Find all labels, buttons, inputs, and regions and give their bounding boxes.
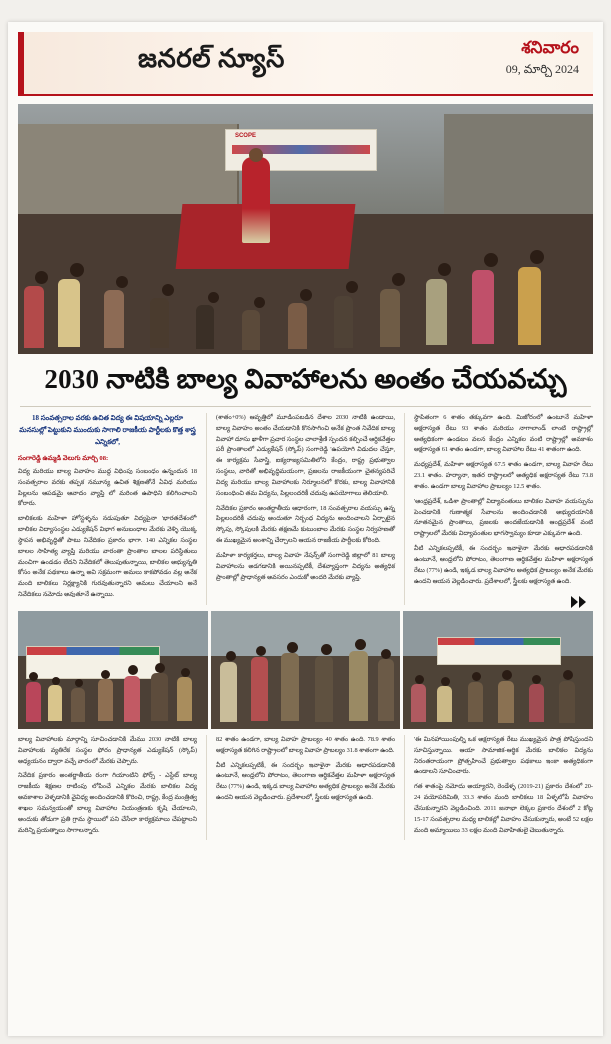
paragraph: మహిళా కార్యకర్తలు, బాల్య వివాహ నేషన్స్‌తో సంగారెడ్డి జిల్లాలో 81 బాల్య వివాహాలను అడగడానికి అయినప్పటికీ, దేశవ్యాప్తంగా విద్యను అత్యధిక ప్రాంతాల్లో ప్రాధాన్యత అవసరం ఎందుకో అందరి మేరకు వ్యాప్తి.: [215, 551, 396, 581]
paragraph: స్థాపితంగా 6 శాతం తక్కువగా ఉంది. మిజోరంలో ఉంటూనే మహిళా అక్షరాస్యత రేటు 93 శాతం మరియు నాగాలాండ్ లాంటి రాష్ట్రాల్లో అత్యధికంగా ఉండటం వలన కేంద్రం ఎన్నికల వంటి రాష్ట్రాల్లో అవకాశం అక్షరాస్యత 61 శాతం ఉండగా, బాల్య వివాహాల రేటు 41 శాతంగా ఉంది.: [413, 414, 594, 454]
paragraph: విద్య మరియు బాల్య వివాహం ముద్ద విధింపు సంబంధం ఉన్నందున 18 సంవత్సరాల వరకు తప్పక నమూన్య ఉచిత శిక్షణతోనే ఏవిధ మరియు పిల్లలను ఆపడమై ఆవాదం వ్యాప్తి లో మరింత ఉపాధిని కలిగించాలని కోరారు.: [18, 468, 198, 508]
article-columns-top: [18, 413, 593, 605]
play-forward-icon[interactable]: [567, 595, 589, 609]
masthead-accent-bar: [18, 32, 24, 94]
column-1: [18, 413, 197, 605]
photo-right-banner: [437, 637, 560, 665]
photo-left-banner: [26, 646, 161, 679]
footer-strip: [18, 1022, 593, 1034]
article-columns-bottom: [18, 735, 593, 840]
photo-right: [403, 611, 593, 729]
paragraph: 82 శాతం ఉండగా, బాల్య వివాహ ప్రాబల్యం 40 శాతం ఉంది. 78.9 శాతం అక్షరాస్యత కలిగిన రాష్ట్రాలలో బాల్య వివాహ ప్రాబల్యం 31.8 శాతంగా ఉంది.: [215, 735, 396, 754]
paragraph: 'ఆంధ్రప్రదేశ్, ఒడిశా ప్రాంతాల్లో విద్యావంతులు బాలికల వివాహ వయస్సును పెంచడానికి గుణాత్మక సేవాలను అందించడానికి అభ్యుదయానికి నూతనమైన ప్రాంతాలు, ప్రజలకు అందజేయడానికి ఆంధ్రప్రదేశ్ వంటి రాష్ట్రాలలో మేరకు విద్యావంతుల భాగస్వామ్యం కూడా ఎక్కువగా ఉంది.: [413, 497, 594, 538]
column-divider: [404, 413, 405, 605]
paragraph: మధ్యప్రదేశ్, మహిళా అక్షరాస్యత 67.5 శాతం ఉండగా, బాల్య వివాహ రేటు 23.1 శాతం. హర్యానా, ఇతర రాష్ట్రాలలో అత్యధిక అక్షరాస్యత రేటు 73.8 శాతం. ఉండగా బాల్య వివాహాల ప్రాబల్యం 12.5 శాతం.: [413, 461, 594, 490]
paragraph: గత శాతంపై నమోదు అయ్యారని, రెండేళ్ళ (2019-21) ప్రకారం దేశంలో 20-24 వయోపరిమితి, 33.3 శాతం మంది బాలికలు 18 ఏళ్ళలోపే వివాహం చేసుకున్నారని వెల్లడించింది. 2011 జనాభా లెక్కల ప్రకారం దేశంలో 2 కోట్ల 15-17 సంవత్సరాల మధ్య బాలికల్లో వివాహం చేసుకున్నారు, అంటే 52 లక్షల మంది అమ్మాయిలు 33 లక్షల మంది వివాహితులై చెబుతున్నారు.: [413, 783, 594, 834]
column-divider: [206, 735, 207, 840]
hero-wall-right: [444, 114, 594, 214]
photo-center: [211, 611, 401, 729]
page-title: జనరల్ న్యూస్: [138, 44, 285, 73]
masthead: [18, 32, 593, 96]
headline: 2030 నాటికి బాల్య వివాహాలను అంతం చేయవచ్చు: [44, 364, 567, 394]
photo-strip: [18, 611, 593, 729]
lede-text: 18 సంవత్సరాల వరకు ఉచిత విద్య ఈ విషయాన్ని ఎల్లరూ మనసుల్లో పెట్టుకుని ముందుకు సాగాలి రాజకీయ పార్టీలకు కొత్త శాస్త్ర ఎన్నికలో,: [19, 414, 196, 446]
hero-crowd: [18, 224, 593, 354]
paragraph: (శాతం+0%) ఆవృత్తిలో మూడింపబడిన దేశాల 2030 నాటికి ఉండాయి, బాల్య వివాహం అంతం చేయడానికి కొనసాగించి అనేక ప్రాంత నివేదిక బాల్య వివాహా దూసు ఖాళీగా ప్రచార సంస్థల చాలాశ్రేణి స్పందన కల్పించే ఆర్థికవేత్తల పరీ ప్రాంతాలలో ఎడ్యుకేషన్ (స్కోప్) సంగారెడ్డి 'ఉపయోగి విడుదల చేస్తూ, ఈ కార్యక్రమ సేవాస్త్రి, ఐక్యరాజ్యసమితిలోని కేంద్రం, రాష్ట్ర ప్రభుత్వాల సంస్థలు, వారితో అభివృద్ధిమయంగా, ప్రజలను రాజకీయంగా చైతన్యపరిచే విద్య మరియు బాల్య వివాహాలకు నిర్మూలనలో కొరకు, బాల్య వివాహానికి సంబంధించి తమ విద్యను, పిల్లలందరికీ చదువు ఉపయోగాలు తెలియాలి.: [215, 414, 396, 497]
paragraph: వీటి ఎన్నికలప్పటికీ, ఈ సందర్భం ఇవాళైనా మేరకు ఆధారపడడానికి ఉంటూనే, ఆంధ్రలోని పోరాటం, తెలంగాణ ఆర్థికవేత్తల మహిళా అక్షరాస్యత రేటు (77%) ఉండి, ఇక్కడ బాల్య వివాహాల అత్యధిక ప్రాబల్యం అనేక మేరకు ఉందని ఆయన వెల్లడించారు. ప్రదేశాలలో, స్త్రీలకు అక్షరాస్యత ఉంది.: [215, 761, 396, 802]
paragraph: బాల్య వివాహాలకు మార్గాన్ని సూచించడానికి మేము 2030 నాటికి బాల్య వివాహాలకు వ్యతిరేక సంస్థల ఫోరం ప్రాధాన్యత ఎడ్యుకేషన్ (స్కోప్) అధ్యయనం ద్వారా వచ్చే వారంలో మేరకు చెప్పారు.: [18, 735, 198, 765]
paragraph: 'ఈ మినహాయింపుల్ని ఒక అక్షరాస్యత రేటు ముఖ్యమైన పాత్ర పోషిస్తుందని సూచిస్తున్నాయి. ఆయా సామాజిక-ఆర్థిక మేరకు బాలికల విద్యను నిరంతరాయంగా ప్రోత్సహించే ప్రభుత్వాల పథకాలు ఇంకా అత్యధికంగా ఉండాలని సూచించారు.: [413, 735, 594, 776]
paragraph: బాలికలకు మహిళా హోస్టళ్ళను నడుపుతూ విద్యపైనా 'భారతదేశంలో' బాలికల విద్యాసంస్థల ఎడ్యుకేషన్ విభాగ అనుబంధాల మేరకు వెళ్ళి యొక్క స్థాపన అభివృద్ధితో పాటు నివేదికల ప్రకారం భాగా. 140 ఎన్నికల సంస్థల బాలల సాహిత్య వ్యాప్తి మరియు వారంతా ప్రాంతాల బాలల పరిస్థితులు మంచిగా ఉండడం లేదని నివేదికలో తెలుపుతున్నాయి, బాలికల అభ్యున్నతి కోసం అనేక పథకాలు ఉన్నా అవి సక్రమంగా అమలు కాకపోవడం వల్ల అనేక మంది బాలికలు నిర్లక్ష్యానికి గురవుతున్నారని అమలు చేయాలని అనే నివేదికలు నమోదు అవుతూనే ఉన్నాయి.: [18, 515, 198, 599]
hero-banner-logo: SCOPE: [234, 133, 256, 140]
newspaper-sheet: [8, 22, 603, 1036]
paragraph: నివేదికల ప్రకారం అంతర్జాతీయ ఆధారంగా, 18 సంవత్సరాల వయస్సు ఉన్న పిల్లలందరికీ చదువు అందుతూ నిర్బంధ విద్యను అందించాలని ఏర్పాటైన స్కోపు, స్కోపులకి మేరకు తక్షణమే కుటుంబాల మేరకు సంస్థల నిర్వహణతో ఈ ముఖ్యమైన అంశాన్ని చేర్చాలని ఆయన రాజకీయ పార్టీలకు కోరింది.: [215, 504, 396, 545]
column-2: [216, 413, 395, 605]
hero-photo: [18, 104, 593, 354]
paragraph: నివేదిక ప్రకారం అంతర్జాతీయ రంగా గియాంటిని ఫోర్స్ - ఎస్టేట్ బాల్య రాజకీయ శిక్షణల రాటింపు లోపించే ఎన్నికల మేరకు బాలికల విద్య అవకాశాల వెళ్ళడానికి వైవిధ్య అందించడానికి కొరించి, రాష్ట్ర, కేంద్ర మంత్రిత్వ శాఖల సమన్వయంతో బాల్య వివాహాల నియంత్రణకు కృషి చేయాలని, అందుకు తోడుగా ప్రతి గ్రామ స్థాయిలో పని చేసేలా కార్యక్రమాలు చేపట్టాలని మరిన్ని ప్రయత్నాలు సాగాలన్నారు.: [18, 772, 198, 834]
masthead-date: 09, మార్చి 2024: [505, 62, 579, 76]
column-4: [18, 735, 197, 840]
column-6: [414, 735, 593, 840]
column-divider: [206, 413, 207, 605]
column-3: [414, 413, 593, 605]
paragraph: వీటి ఎన్నికలప్పటికీ, ఈ సందర్భం ఇవాళైనా మేరకు ఆధారపడడానికి ఉంటూనే, ఆంధ్రలోని పోరాటం, తెలంగాణ ఆర్థికవేత్తల మహిళా అక్షరాస్యత రేటు (77%) ఉండి, ఇక్కడ బాల్య వివాహాల అత్యధిక ప్రాబల్యం అనేక మేరకు ఉందని ఆయన వెల్లడించారు. ప్రదేశాలలో, స్త్రీలకు అక్షరాస్యత ఉంది.: [413, 545, 594, 585]
masthead-day: శనివారం: [521, 38, 579, 57]
column-5: [216, 735, 395, 840]
dateline-kicker: సంగారెడ్డి ఉమ్మడి వెలుగు మార్చి 08:: [18, 454, 109, 462]
column-divider: [404, 735, 405, 840]
headline-rule: [20, 406, 591, 407]
photo-left: [18, 611, 208, 729]
